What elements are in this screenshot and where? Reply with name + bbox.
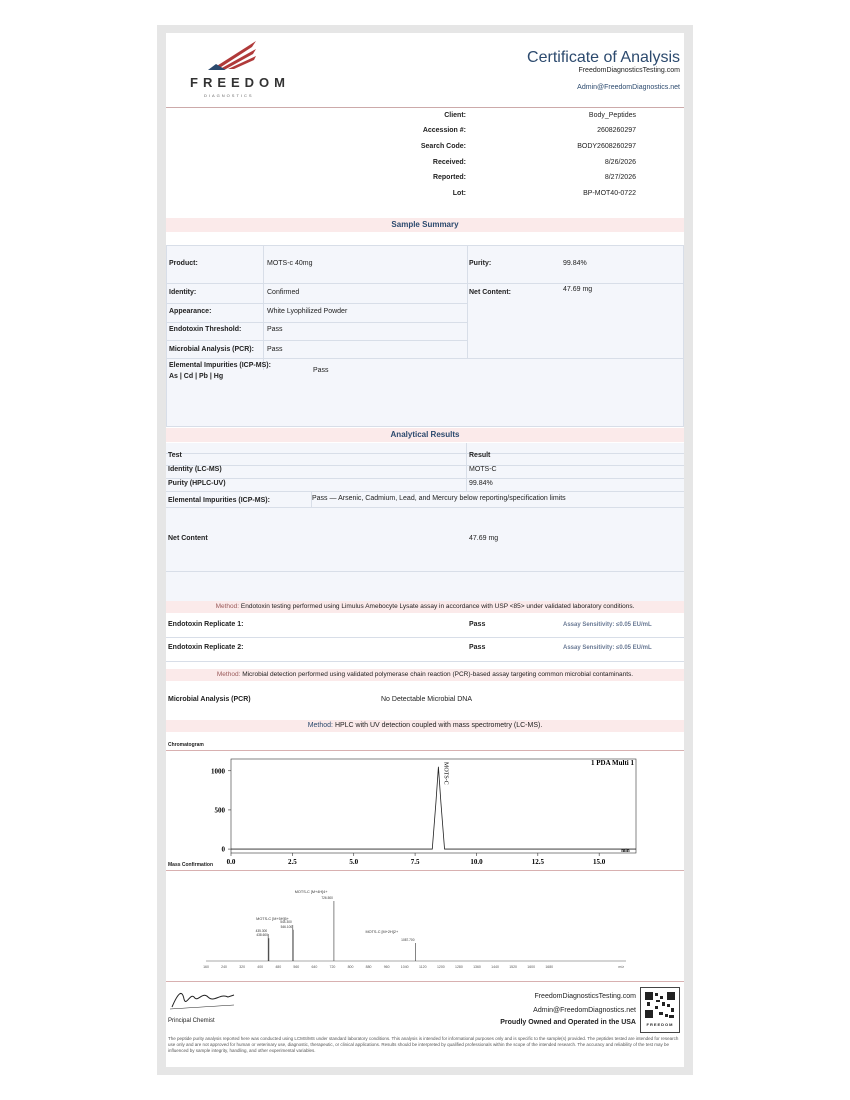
elemental-icpms-value: Pass — Arsenic, Cadmium, Lead, and Mercury below reporting/specification limits [312, 495, 566, 502]
logo-subtitle: DIAGNOSTICS [204, 93, 254, 98]
net-content-row-value: 47.69 mg [469, 535, 499, 542]
endotoxin-rep1-sensitivity: Assay Sensitivity: ≤0.05 EU/mL [563, 622, 652, 628]
elemental-sublabel: As | Cd | Pb | Hg [169, 373, 224, 380]
purity-hplc-value: 99.84% [469, 480, 493, 487]
mass-peak-label: 726.500 [321, 896, 333, 900]
endotoxin-method-label: Method: [215, 603, 240, 610]
client-label: Client: [444, 112, 466, 119]
chromatogram-x-unit: min [621, 849, 630, 854]
search-code-label: Search Code: [420, 143, 466, 150]
lot-value: BP-MOT40-0722 [583, 190, 636, 197]
mass-x-tick-label: 960 [383, 965, 390, 969]
mass-spectrum-chart [196, 883, 636, 973]
mass-peak-label: 438.600 [256, 933, 268, 938]
mass-x-tick-label: 1040 [400, 965, 409, 969]
microbial-method-label: Method: [216, 671, 241, 678]
analytical-results-heading: Analytical Results [166, 428, 684, 442]
endotoxin-method [166, 601, 684, 613]
accession-value: 2608260297 [597, 127, 636, 134]
sample-summary-table [166, 245, 684, 427]
purity-hplc-label: Purity (HPLC-UV) [168, 480, 226, 487]
mass-x-tick-label: 400 [257, 965, 264, 969]
mass-x-tick-label: 1360 [473, 965, 481, 969]
page-title: Certificate of Analysis [527, 49, 680, 66]
chromatogram-y-tick-label: 0 [221, 845, 225, 854]
mass-x-tick-label: 480 [275, 965, 282, 969]
mass-peak-label: 546.100 [280, 924, 293, 929]
accession-label: Accession #: [422, 127, 466, 134]
chromatogram-heading: Chromatogram [168, 742, 204, 748]
mass-x-tick-label: 1680 [545, 965, 554, 969]
net-content-value: 47.69 mg [563, 286, 593, 293]
identity-lcms-label: Identity (LC-MS) [168, 466, 222, 473]
mass-x-tick-label: 880 [365, 965, 372, 969]
mass-x-tick-label: 240 [221, 965, 227, 969]
chromatogram-x-tick-label: 15.0 [593, 858, 606, 865]
endotoxin-rep2-value: Pass [469, 644, 486, 651]
sample-summary-heading: Sample Summary [166, 218, 684, 232]
microbial-method [166, 669, 684, 681]
purity-label: Purity: [469, 260, 492, 267]
chromatogram-x-tick-label: 12.5 [531, 858, 544, 865]
chromatogram-chart [186, 753, 646, 865]
qr-code-icon [641, 988, 679, 1022]
mass-peak-label: 435.300 [255, 929, 268, 933]
search-code-value: BODY2608260297 [577, 143, 636, 150]
chromatogram-y-tick-label: 500 [214, 806, 225, 815]
mass-annotation-4h: MOTS-C [M+4H]4+ [294, 890, 328, 894]
chromatogram-x-tick-label: 5.0 [349, 858, 359, 865]
col-result: Result [469, 452, 491, 459]
mass-x-unit: m/z [618, 965, 624, 969]
product-label: Product: [169, 260, 198, 267]
identity-lcms-value: MOTS-C [469, 466, 497, 473]
reported-label: Reported: [432, 174, 466, 181]
hplc-method-text: HPLC with UV detection coupled with mass spectrometry (LC-MS). [334, 722, 543, 729]
received-value: 8/26/2026 [604, 159, 636, 166]
footer-tagline: Proudly Owned and Operated in the USA [500, 1019, 636, 1026]
endotoxin-threshold-value: Pass [267, 326, 283, 333]
header-divider [166, 107, 684, 108]
mass-confirmation-heading: Mass Confirmation [168, 862, 214, 868]
elemental-label: Elemental Impurities (ICP-MS): [169, 362, 271, 369]
appearance-value: White Lyophilized Powder [267, 308, 348, 315]
mass-x-tick-label: 1120 [419, 965, 427, 969]
chromatogram-peak-label: MOTS-C [442, 762, 449, 785]
chromatogram-x-tick-label: 2.5 [287, 858, 297, 865]
chromatogram-y-tick-label: 1000 [211, 767, 225, 776]
hplc-method-label: Method: [307, 722, 333, 729]
col-test: Test [168, 452, 182, 459]
mass-x-tick-label: 1280 [455, 965, 463, 969]
chromatogram-x-tick-label: 10.0 [470, 858, 483, 865]
received-label: Received: [432, 159, 466, 166]
identity-label: Identity: [169, 289, 197, 296]
qr-brand: FREEDOM [646, 1022, 674, 1027]
mass-peak-label: 544.300 [280, 920, 292, 924]
qr-code[interactable] [640, 987, 680, 1033]
hplc-method [166, 720, 684, 732]
chromatogram-trace [231, 767, 636, 849]
microbial-pcr-label: Microbial Analysis (PCR) [168, 696, 251, 703]
footer-email[interactable]: Admin@FreedomDiagnostics.net [533, 1007, 636, 1014]
mass-peak-label: 1087.700 [401, 938, 415, 942]
certificate-page [166, 33, 684, 1067]
header-email[interactable]: Admin@FreedomDiagnostics.net [577, 84, 680, 91]
reported-value: 8/27/2026 [604, 174, 636, 181]
microbial-value: Pass [267, 346, 283, 353]
mass-annotation-5h: MOTS-C [M+5H]5+ [256, 917, 289, 921]
mass-x-tick-label: 160 [203, 965, 209, 969]
endotoxin-rep1-label: Endotoxin Replicate 1: [168, 621, 244, 628]
microbial-method-text: Microbial detection performed using validated polymerase chain reaction (PCR)-based assay targeting common microbial contaminants. [242, 671, 634, 678]
chromatogram-x-tick-label: 0.0 [226, 858, 236, 865]
mass-x-tick-label: 800 [347, 965, 354, 969]
mass-x-tick-label: 320 [239, 965, 246, 969]
mass-x-tick-label: 560 [293, 965, 300, 969]
logo-wordmark: FREEDOM [190, 75, 290, 90]
endotoxin-method-text: Endotoxin testing performed using Limulus Amebocyte Lysate assay in accordance with USP <85> under validated laboratory conditions. [240, 603, 635, 610]
microbial-label: Microbial Analysis (PCR): [169, 346, 254, 353]
freedom-eagle-logo-icon [206, 39, 262, 71]
appearance-label: Appearance: [169, 308, 212, 315]
endotoxin-rep2-sensitivity: Assay Sensitivity: ≤0.05 EU/mL [563, 645, 652, 651]
endotoxin-rep1-value: Pass [469, 621, 486, 628]
microbial-pcr-value: No Detectable Microbial DNA [381, 696, 473, 703]
product-value: MOTS-c 40mg [267, 260, 313, 267]
mass-x-tick-label: 640 [311, 965, 318, 969]
disclaimer: The peptide purity analysis reported here was conducted using LCMS/MS under standard laboratory conditions. This analysis is intended for informational purposes only and is specific to the sample(s) provided. The peptides tested are intended for research use only and are not approved for human or veterinary use, diagnostic, therapeutic, or clinical applications. Results should be interpreted by qualified professionals within the scope of the intended research. The accuracy and reliability of the test may be influenced by sample integrity, handling, and other experimental variables. [168, 1036, 679, 1053]
mass-x-tick-label: 1520 [509, 965, 517, 969]
net-content-label: Net Content: [469, 289, 511, 296]
mass-x-tick-label: 1440 [491, 965, 499, 969]
endotoxin-rep2-label: Endotoxin Replicate 2: [168, 644, 244, 651]
signature-image [168, 985, 238, 1013]
chromatogram-frame [231, 759, 636, 853]
client-value: Body_Peptides [588, 112, 636, 119]
chromatogram-legend: 1 PDA Multi 1 [591, 759, 634, 767]
elemental-icpms-label: Elemental Impurities (ICP-MS): [168, 497, 270, 504]
mass-x-tick-label: 1200 [436, 965, 445, 969]
net-content-row-label: Net Content [168, 535, 208, 542]
header-website[interactable]: FreedomDiagnosticsTesting.com [578, 67, 680, 74]
mass-x-tick-label: 720 [329, 965, 336, 969]
mass-annotation-2h: MOTS-C [M+2H]2+ [365, 930, 399, 934]
purity-value: 99.84% [563, 260, 587, 267]
analytical-results-table [166, 443, 684, 603]
lot-label: Lot: [452, 190, 466, 197]
identity-value: Confirmed [267, 289, 300, 296]
elemental-value: Pass [313, 367, 329, 374]
chromatogram-x-tick-label: 7.5 [410, 858, 420, 865]
endotoxin-threshold-label: Endotoxin Threshold: [169, 326, 242, 333]
footer-website[interactable]: FreedomDiagnosticsTesting.com [534, 993, 636, 1000]
signer-role: Principal Chemist [168, 1018, 215, 1024]
mass-x-tick-label: 1600 [527, 965, 536, 969]
